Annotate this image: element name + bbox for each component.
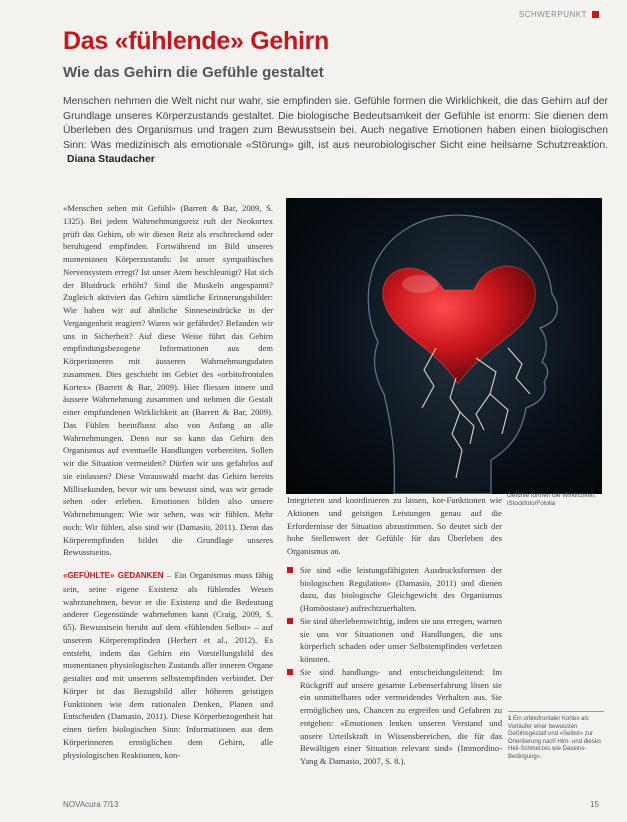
footnote: [508, 716, 612, 762]
section-marker-square: [592, 11, 599, 18]
footnote-text: Ein orbitofrontaler Kortex als Vorläufer einer bewussten Gefühlsgestalt und «Selbst» zur Orientierung nach Hirn- und dieses Heil-Schmerzes wie Daseins-Bedingung».: [508, 716, 602, 760]
bullet-text: Sie sind handlungs- und entscheidungsleitend: Im Rückgriff auf unsere gesamte Lebenserfahrung lösen sie ein unmittelbares oder vermeidendes Verhalten aus. Sie ermöglichen uns, Chancen zu ergreifen und Gefahren zu entgehen: «Emotionen lenken unseren Verstand und unsere Urteilskraft in Wissensbereichen, die für das Bewältigen einer Situation relevant sind» (Immordino-Yang & Damasio, 2007, S. 8.).: [300, 666, 502, 766]
article-title: Das «fühlende» Gehirn: [63, 27, 329, 55]
body-paragraph-text: – Ein Organismus muss fähig sein, seine eigene Existenz als fühlendes Wesen wahrzunehmen, bevor er die Existenz und die Bedeutung anderer Gegenstände wahrnehmen kann (Craig, 2009, S. 65). Bewusstsein beruht auf dem «fühlenden Selbst» – auf unserem Körperempfinden (Herbert et al., 2012). Es entsteht, indem das Gehirn ein Vorstellungsbild des momentanen physiologischen Zustands aller inneren Organe gestaltet und mit unserem selbstempfinden verbindet. Der Körper ist das Bezugsbild aller höheren geistigen Funktionen wie dem rationalen Denken, Planen und Entscheiden (Damasio, 2011). Diese Körperbezogenheit hat einen tiefen biologischen Sinn: Informationen aus dem Körperinneren ermöglichen dem Gehirn, alle physiologischen Reaktionen, kon-: [63, 570, 273, 760]
bullet-list: [287, 564, 502, 768]
page-number: 15: [590, 800, 599, 809]
footnote-divider: [508, 711, 604, 712]
bullet-text: Sie sind «die leistungsfähigsten Ausdrucksformen der biologischen Regulation» (Damasio, 2011) und dienen dazu, das biologische Gleichgewicht des Organismus (Homöostase) aufrechtzuerhalten.: [300, 564, 502, 613]
bullet-item: [287, 666, 502, 768]
author-name: Diana Staudacher: [67, 154, 155, 166]
article-lead: [63, 95, 608, 168]
footnote-number: 1: [508, 716, 512, 722]
body-paragraph: «Menschen sehen mit Gefühl» (Barrett & Bar, 2009, S. 1325). Bei jedem Wahrnehmungsreiz ruft der Neokortex prüft das Gehirn, ob wir diesen Reiz als erschreckend oder beruhigend empfinden. Fortwährend im Bild unseres momentanen Körperzustands: Ist unser sympathisches Nervensystem erregt? Ist unser Atem beschleunigt? Hat sich der Blutdruck erhöht? Sind die Muskeln angespannt? Zugleich aktiviert das Gehirn sämtliche Erinnerungsbilder: Wie haben wir auf ähnliche Sinneseindrücke in der Vergangenheit reagiert? Waren wir gefährdet? Befanden wir uns in Sicherheit? Auf diese Weise führt das Gehirn empfindungsbezogene Informationen aus dem Körperinneren mit äusseren Wahrnehmungsdaten zusammen. Dies geschieht im Gebiet des «orbitofrontalen Kortex» (Barrett & Bar, 2009). Hier fliessen innere und äussere Wahrnehmung zusammen und nehmen die Gestalt einer empfundenen Wirklichkeit an (Barrett & Bar, 2009). Das Fühlen beeinflusst also von Anfang an alle Wahrnehmungen. Denn nur so kann das Gehirn den Organismus auf eventuelle Handlungen vorbereiten. Sollen wir die Situation vermeiden? Dürfen wir uns gefahrlos auf sie einlassen? Diese Vorauswahl macht das Gehirn bereits Millisekunden, bevor wir uns bewusst sind, was wir gerade sehen oder erleben. Emotionen bilden also unsere Wahrnehmungen: Wie wir sehen, was wir fühlen. Mehr noch: Wir fühlen, also sind wir (Damasio, 2011). Denn das Körperempfinden bildet die Grundlage unseres Bewusstseins.: [63, 203, 273, 558]
body-paragraph-with-subhead: [63, 569, 273, 761]
head-silhouette-heart-brain-image: [286, 198, 602, 494]
lead-text: Menschen nehmen die Welt nicht nur wahr, sie empfinden sie. Gefühle formen die Wirklichkeit, die das Gehirn auf der Grundlage unseres Körperzustands gestaltet. Die biologische Bedeutsamkeit der Gefühle ist enorm: Sie dienen dem Überleben des Organismus und tragen zum Bewusstsein bei. Auch negative Emotionen haben einen biologischen Sinn: Was medizinisch als emotionale «Störung» gilt, ist aus neurobiologischer Sicht eine heilsame Schutzreaktion.: [63, 96, 608, 151]
article-subtitle: Wie das Gehirn die Gefühle gestaltet: [63, 64, 324, 81]
bullet-item: [287, 564, 502, 615]
bullet-item: [287, 615, 502, 666]
bullet-square-icon: [287, 618, 293, 624]
section-label: [519, 10, 599, 19]
body-column-left: [63, 202, 273, 761]
footer-journal: NOVAcura 7/13: [63, 800, 119, 809]
body-column-right: [287, 494, 502, 768]
figure-head-heart-image: [286, 198, 602, 494]
figure-caption: Gefühle formen die Wirklichkeit. iStockfoto/Fotolia: [507, 492, 596, 507]
section-label-text: SCHWERPUNKT: [518, 10, 587, 19]
bullet-square-icon: [287, 669, 293, 675]
body-paragraph: Integrieren und koordinieren zu lassen, kor-Funktionen wie Aktionen und geistigen Leistungen genau auf die Erfordernisse der Situation abzustimmen. So deutet sich der hohe Stellenwert der Gefühle für das Überleben des Organismus an.: [287, 495, 502, 556]
bullet-text: Sie sind überlebenswichtig, indem sie uns erregen, warnen sie uns vor Situationen und Handlungen, die uns körperlich schaden oder unser Selbstempfinden verletzen könnten.: [300, 615, 502, 664]
section-subhead: «GEFÜHLTE» GEDANKEN: [63, 571, 164, 580]
bullet-square-icon: [287, 567, 293, 573]
